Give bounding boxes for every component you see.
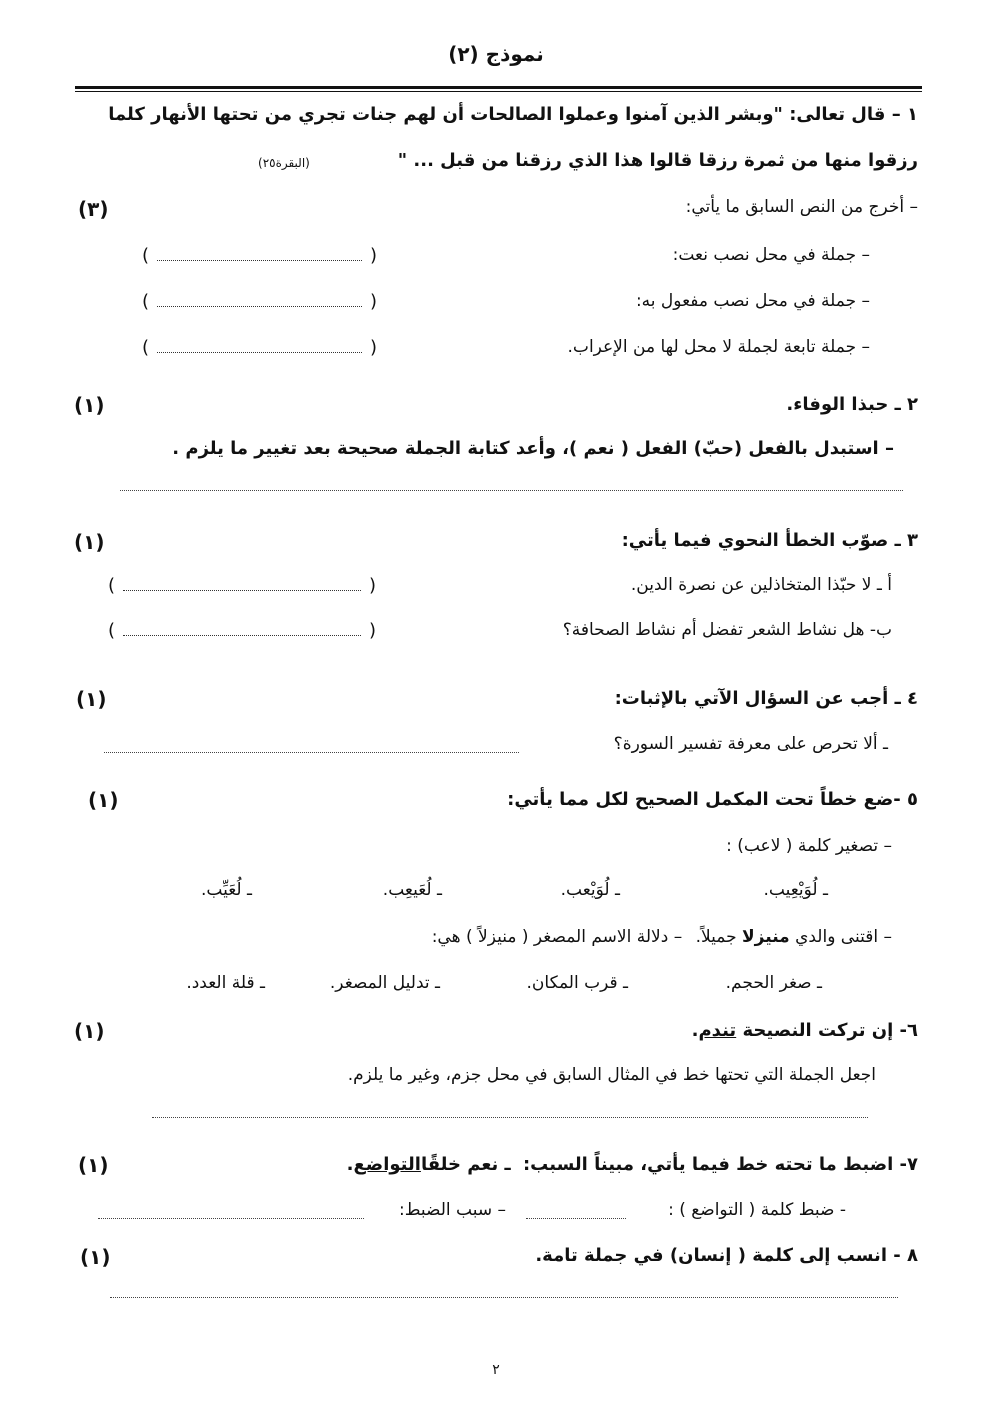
q5-option2-a[interactable]: ـ صغر الحجم.: [725, 973, 822, 993]
q5-option1-b[interactable]: ـ لُوَيْعب.: [560, 880, 620, 900]
q6-instruction: اجعل الجملة التي تحتها خط في المثال السابق في محل جزم، وغير ما يلزم.: [347, 1065, 876, 1085]
q5-option1-a[interactable]: ـ لُوَيْعِيب.: [763, 880, 828, 900]
q7-reason-blank[interactable]: [98, 1218, 364, 1219]
q7-heading: [347, 1154, 918, 1175]
q2-answer-line[interactable]: [120, 490, 903, 491]
q7-form-blank[interactable]: [526, 1218, 626, 1219]
q5-part2: [432, 927, 892, 947]
q5-option2-d[interactable]: ـ قلة العدد.: [186, 973, 265, 993]
q8-mark: (١): [80, 1245, 111, 1269]
q5-part2-start: – اقتنى والدي: [795, 927, 892, 947]
q5-part2-end: جميلاً.: [695, 927, 737, 947]
title-divider-thin: [75, 91, 922, 92]
q7-label-form: - ضبط كلمة ( التواضع ) :: [668, 1200, 846, 1220]
q5-heading: ٥ -ضع خطاً تحت المكمل الصحيح لكل مما يأتي:: [507, 789, 918, 810]
q2-heading: ٢ ـ حبذا الوفاء.: [786, 394, 918, 415]
q2-mark: (١): [74, 393, 105, 417]
q3-answer-b[interactable]: (): [108, 620, 377, 641]
q3-answer-a[interactable]: (): [108, 575, 377, 596]
q7-heading-underlined: التواضع: [353, 1154, 421, 1175]
q3-item-a: أ ـ لا حبّذا المتخاذلين عن نصرة الدين.: [630, 575, 892, 595]
q4-question: ـ ألا تحرص على معرفة تفسير السورة؟: [613, 734, 888, 754]
q6-mark: (١): [74, 1019, 105, 1043]
q4-heading: ٤ ـ أجب عن السؤال الآتي بالإثبات:: [614, 688, 918, 709]
q7-heading-example: ـ نعم خلقًا: [420, 1154, 511, 1175]
q2-instruction: – استبدل بالفعل (حبّ) الفعل ( نعم )، وأعد كتابة الجملة صحيحة بعد تغيير ما يلزم .: [172, 438, 894, 459]
q5-option1-d[interactable]: ـ لُعَيِّب.: [201, 880, 252, 900]
q5-part2-question: – دلالة الاسم المصغر ( منيزلاً ) هي:: [431, 927, 683, 947]
q1-verse-line1: ١ – قال تعالى: "وبشر الذين آمنوا وعملوا الصالحات أن لهم جنات تجري من تحتها الأنهار كلما: [108, 104, 918, 125]
q7-heading-start: ٧- اضبط ما تحته خط فيما يأتي، مبيناً السبب:: [522, 1154, 918, 1175]
q1-item-3: – جملة تابعة لجملة لا محل لها من الإعراب.: [567, 337, 870, 357]
title-divider-thick: [75, 86, 922, 89]
q3-item-b: ب- هل نشاط الشعر تفضل أم نشاط الصحافة؟: [562, 620, 892, 640]
q1-instruction: – أخرج من النص السابق ما يأتي:: [685, 197, 918, 217]
q5-option2-b[interactable]: ـ قرب المكان.: [526, 973, 628, 993]
q1-answer-3[interactable]: (): [142, 337, 378, 358]
q5-mark: (١): [88, 788, 119, 812]
q5-option2-c[interactable]: ـ تدليل المصغر.: [329, 973, 440, 993]
q1-answer-1[interactable]: (): [142, 245, 378, 266]
q1-reference: (البقرة٢٥): [258, 156, 310, 170]
page-number: ٢: [492, 1362, 500, 1378]
q7-heading-end: .: [346, 1154, 354, 1175]
q1-item-2: – جملة في محل نصب مفعول به:: [635, 291, 870, 311]
q3-mark: (١): [74, 530, 105, 554]
q1-verse-line2: رزقوا منها من ثمرة رزقا قالوا هذا الذي رزقنا من قبل ... ": [397, 150, 918, 171]
q5-part1: – تصغير كلمة ( لاعب) :: [726, 836, 892, 856]
q1-answer-2[interactable]: (): [142, 291, 378, 312]
q1-item-1: – جملة في محل نصب نعت:: [672, 245, 870, 265]
q8-answer-line[interactable]: [110, 1297, 898, 1298]
q4-answer-line[interactable]: [104, 752, 519, 753]
q6-heading-underlined: تندم: [698, 1020, 737, 1041]
q6-heading-end: .: [691, 1020, 699, 1041]
q7-mark: (١): [78, 1153, 109, 1177]
page-title: نموذج (٢): [448, 42, 544, 66]
q7-label-reason: – سبب الضبط:: [398, 1200, 506, 1220]
q4-mark: (١): [76, 687, 107, 711]
q6-answer-line[interactable]: [152, 1117, 868, 1118]
q6-heading-start: ٦- إن تركت النصيحة: [742, 1020, 918, 1041]
q8-heading: ٨ - انسب إلى كلمة ( إنسان) في جملة تامة.: [535, 1245, 918, 1266]
q5-option1-c[interactable]: ـ لُعَيعِب.: [382, 880, 442, 900]
q5-part2-highlight: منيزلا: [742, 927, 790, 947]
q6-heading: [692, 1020, 918, 1041]
q3-heading: ٣ ـ صوّب الخطأ النحوي فيما يأتي:: [621, 530, 918, 551]
q1-mark: (٣): [78, 197, 109, 221]
